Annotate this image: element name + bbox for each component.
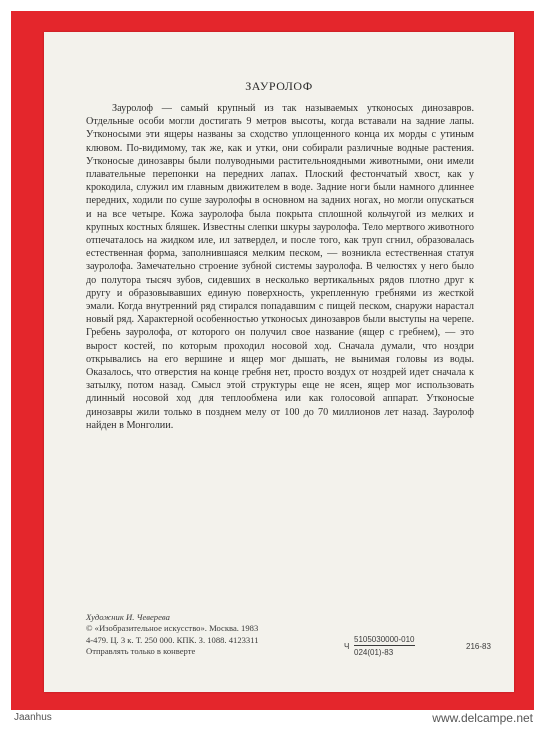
code-prefix: Ч <box>344 642 350 651</box>
publisher-line: © «Изобразительное искусство». Москва. 1983 <box>86 623 259 634</box>
print-info: 4-479. Ц. 3 к. Т. 250 000. КПК. З. 1088. 4123311 <box>86 634 259 645</box>
card-title: ЗАУРОЛОФ <box>245 79 313 93</box>
mailing-instruction: Отправлять только в конверте <box>86 646 196 657</box>
card-body-text: Зауролоф — самый крупный из так называемых утконосых динозавров. Отдельные особи могли достигать 9 метров высоты, когда вставали на задние лапы. Утконосыми эти ящеры названы за сходство уплощенного конца их морды с утиным клювом. По-видимому, так же, как и утки, они собирали различные водные растения. Утконосые динозавры были полуводными растительноядными животными, они имели плавательные перепонки на передних лапах. Плоский фестончатый хвост, как у крокодила, служил им главным движителем в воде. Задние ноги были намного длиннее передних, ходили по суше зауролофы в основном на задних ногах, но могли опускаться и на все четыре. Кожа зауролофа была покрыта сплошной кольчугой из мелких и крупных костных бляшек. Известны слепки шкуры зауролофа. Тело мертвого животного отпечаталось на жидком иле, ил затвердел, и после того, как труп сгнил, образовалась естественная форма, заполнившаяся мелким песком, — возникла естественная статуя зауролофа. Замечательно строение зубной системы зауролофа. В челюстях у него было до полутора тысяч зубов, сидевших в несколько вертикальных рядов плотно друг к другу и образовывавших единую поверхность, укрепленную гребнями из жесткой эмали. Когда внутренний ряд стирался попадавшим с пищей песком, снаружи нарастал новый ряд. Характерной особенностью утконосых динозавров были выступы на черепе. Гребень зауролофа, от которого он получил свое название (ящер с гребнем), — это вырост костей, по которым проходил носовой ход. Сначала думали, что ноздри открывались на его вершине и ящер мог дышать, не вынимая головы из воды. Оказалось, что отверстия на конце гребня нет, просто воздух от ноздрей идет сначала к затылку, потом назад. Смысл этой структуры еще не ясен, ящер мог использовать длинный носовой ход для теплообмена или как голосовой аппарат. Утконосые динозавры жили только в позднем мелу от 100 до 70 миллионов лет назад. Зауролоф найден в Монголии. <box>86 103 474 431</box>
card-footer <box>86 612 486 658</box>
code-numerator: 5105030000-010 <box>354 635 415 644</box>
watermark-site: www.delcampe.net <box>432 711 533 725</box>
code-denominator: 024(01)-83 <box>354 648 394 657</box>
watermark-seller: Jaanhus <box>14 712 52 723</box>
postcard <box>44 32 514 692</box>
artist-credit: Художник И. Чеверева <box>86 612 170 622</box>
code-suffix: 216-83 <box>466 642 491 651</box>
